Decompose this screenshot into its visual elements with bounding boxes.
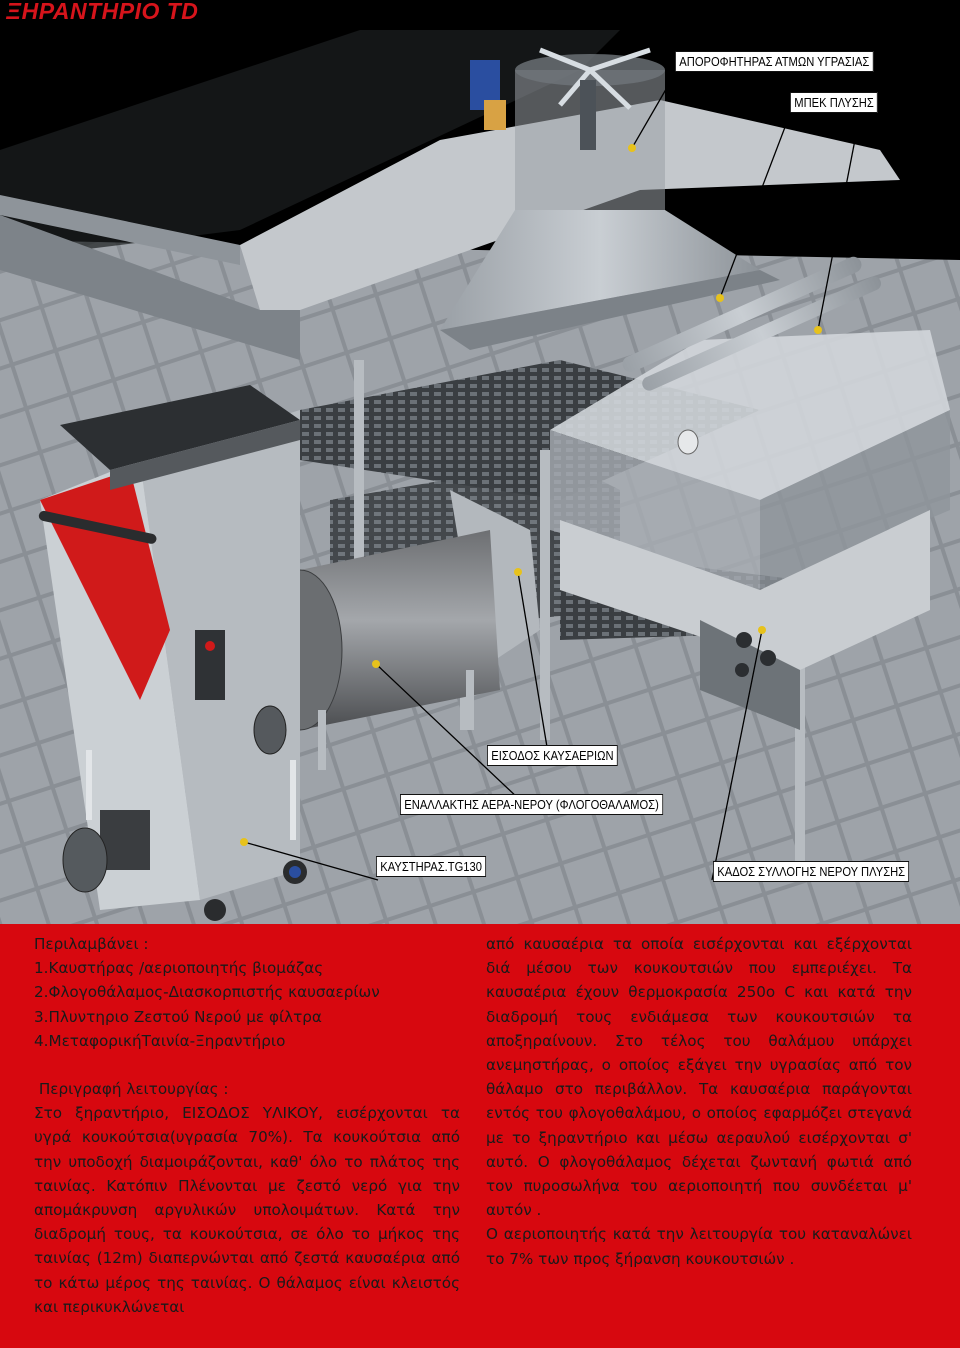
label-burner: ΚΑΥΣΤΗΡΑΣ.TG130: [376, 856, 486, 877]
label-exchanger: ΕΝΑΛΛΑΚΤΗΣ ΑΕΡΑ-ΝΕΡΟΥ (ΦΛΟΓΟΘΑΛΑΜΟΣ): [400, 794, 663, 815]
includes-heading: Περιλαμβάνει :: [34, 935, 149, 953]
description-continued: από καυσαέρια τα οποία εισέρχονται και εξέρχονται διά μέσου των κουκουτσιών που εμπεριέχει. Τα καυσαέρια έχουν θερμοκρασία 250ο C και κατά την διαδρομή τους ενδιάμεσα των κουκουτσιών τα αποξηραίνουν. Στο τέλος του θαλάμου υπάρχει ανεμηστήρας, ο οποίος εξάγει την υγρασίας από τον θάλαμο στο περιβάλλον. Τα καυσαέρια παράγονται εντός του φλογοθαλάμου, ο οποίος εφαρμόζει στεγανά με το ξηραντήριο και μέσω αεραυλού εισέρχονται σ' αυτό. Ο φλογοθάλαμος δέχεται ζωντανή φωτιά από τον πυροσωλήνα του αεριοποιητή που συνδέεται μ' αυτόν .: [486, 935, 912, 1220]
label-collection-tank: ΚΑΔΟΣ ΣΥΛΛΟΓΗΣ ΝΕΡΟΥ ΠΛΥΣΗΣ: [713, 861, 909, 882]
gasifier-consumption-text: Ο αεριοποιητής κατά την λειτουργία του καταναλώνει το 7% των προς ξήρανση κουκουτσιών .: [486, 1225, 912, 1268]
label-gas-inlet: ΕΙΣΟΔΟΣ ΚΑΥΣΑΕΡΙΩΝ: [487, 745, 618, 766]
dryer-cad-drawing: [0, 30, 960, 924]
page-title: ΞΗΡΑΝΤΗΡΙΟ TD: [6, 0, 199, 24]
includes-item: 4.ΜεταφορικήΤαινία-Ξηραντήριο: [34, 1031, 286, 1050]
left-text-column: [34, 932, 460, 1319]
label-wash-nozzles: ΜΠΕΚ ΠΛΥΣΗΣ: [790, 92, 878, 113]
description-panel: [0, 924, 960, 1348]
label-vapor-hood: ΑΠΟΡΟΦΗΤΗΡΑΣ ΑΤΜΩΝ ΥΓΡΑΣΙΑΣ: [675, 51, 874, 72]
description-heading: Περιγραφή λειτουργίας :: [34, 1080, 229, 1099]
right-text-column: [486, 932, 912, 1271]
includes-item: 1.Καυστήρας /αεριοποιητής βιομάζας: [34, 959, 324, 978]
includes-item: 3.Πλυντηριο Ζεστού Νερού με φίλτρα: [34, 1007, 322, 1026]
description-text: Στο ξηραντήριο, ΕΙΣΟΔΟΣ ΥΛΙΚΟΥ, εισέρχονται τα υγρά κουκούτσια(υγρασία 70%). Τα κουκούτσια από την υποδοχή διαμοιράζονται, καθ' όλο το πλάτος της ταινίας. Κατόπιν Πλένονται με ζεστό νερό για την απομάκρυνση αργυλικών υπολοιμάτων. Κατά την διαδρομή τους, τα κουκούτσια, σε όλο το μήκος της ταινίας (12m) διαπερνώνται από ζεστά καυσαέρια από το κάτω μέρος της ταινίας. Ο θάλαμος είναι κλειστός και περικυκλώνεται: [34, 1104, 460, 1316]
includes-item: 2.Φλογοθάλαμος-Διασκορπιστής καυσαερίων: [34, 983, 380, 1002]
